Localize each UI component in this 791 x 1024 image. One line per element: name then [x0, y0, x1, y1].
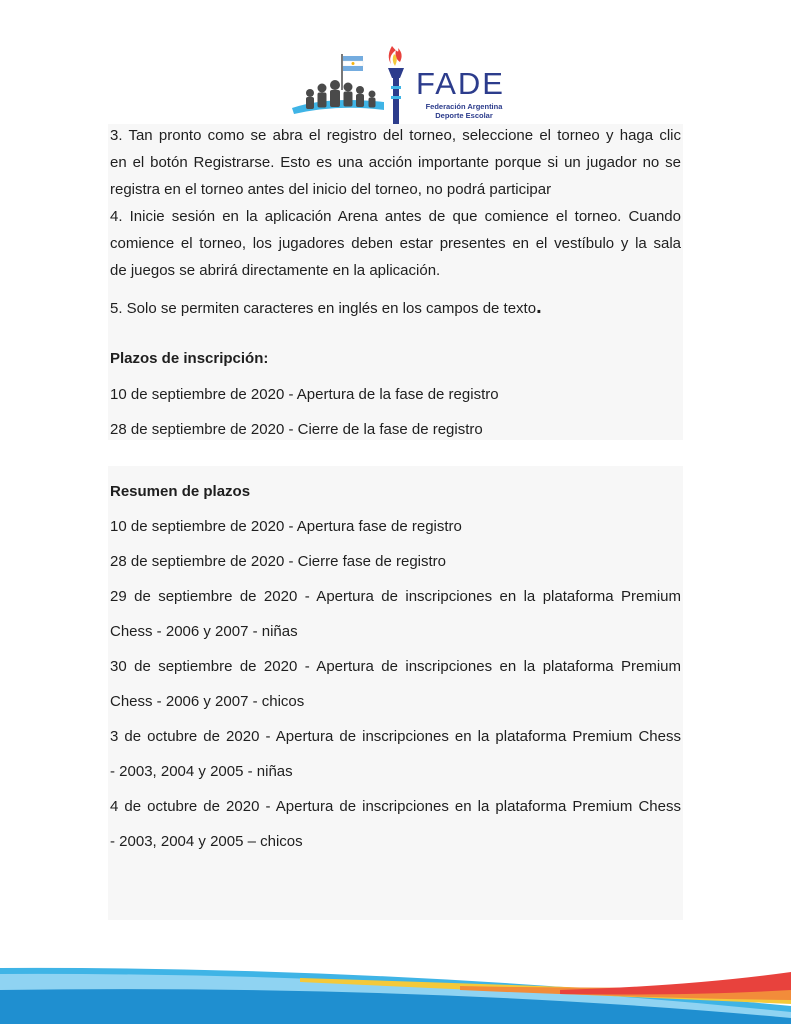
- summary-item: - 2003, 2004 y 2005 – chicos: [110, 833, 303, 850]
- logo-subtitle-line1: Federación Argentina: [425, 102, 503, 111]
- summary-heading: Resumen de plazos: [110, 483, 251, 500]
- step3-line3: registra en el torneo antes del inicio del torneo, no podrá participar: [110, 181, 552, 198]
- logo-subtitle-line2: Deporte Escolar: [435, 111, 493, 120]
- wave-red-band: [560, 972, 791, 995]
- deadline-item: 28 de septiembre de 2020 - Cierre de la fase de registro: [110, 421, 483, 438]
- step5-line: [110, 298, 681, 318]
- instructions-section: [108, 124, 683, 440]
- summary-item: 3 de octubre de 2020 - Apertura de inscripciones en la plataforma Premium Chess: [110, 728, 681, 745]
- step5-dot: .: [536, 296, 542, 318]
- torch-icon: [388, 46, 404, 124]
- step5-text: 5. Solo se permiten caracteres en inglés en los campos de texto: [110, 300, 537, 317]
- step3-line1: 3. Tan pronto como se abra el registro del torneo, seleccione el torneo y haga clic: [110, 127, 681, 144]
- summary-item: 30 de septiembre de 2020 - Apertura de inscripciones en la plataforma Premium: [110, 658, 681, 675]
- summary-item: Chess - 2006 y 2007 - chicos: [110, 693, 305, 710]
- step3-line2: en el botón Registrarse. Esto es una acción importante porque si un jugador no se: [110, 154, 681, 171]
- summary-item: 29 de septiembre de 2020 - Apertura de inscripciones en la plataforma Premium: [110, 588, 681, 605]
- step4-line1: 4. Inicie sesión en la aplicación Arena antes de que comience el torneo. Cuando: [110, 208, 681, 225]
- footer-wave-decoration: [0, 960, 791, 1024]
- logo-text: FADE: [416, 66, 505, 101]
- logo-subtitle: [418, 102, 510, 120]
- summary-item: 10 de septiembre de 2020 - Apertura fase de registro: [110, 518, 462, 535]
- summary-item: 4 de octubre de 2020 - Apertura de inscripciones en la plataforma Premium Chess: [110, 798, 681, 815]
- registration-deadlines-heading: Plazos de inscripción:: [110, 350, 269, 367]
- deadline-item: 10 de septiembre de 2020 - Apertura de la fase de registro: [110, 386, 499, 403]
- step4-line2: comience el torneo, los jugadores deben estar presentes en el vestíbulo y la sala: [110, 235, 681, 252]
- step4-line3: de juegos se abrirá directamente en la aplicación.: [110, 262, 441, 279]
- summary-item: Chess - 2006 y 2007 - niñas: [110, 623, 298, 640]
- summary-item: 28 de septiembre de 2020 - Cierre fase de registro: [110, 553, 447, 570]
- deadlines-summary-section: [108, 466, 683, 920]
- summary-item: - 2003, 2004 y 2005 - niñas: [110, 763, 293, 780]
